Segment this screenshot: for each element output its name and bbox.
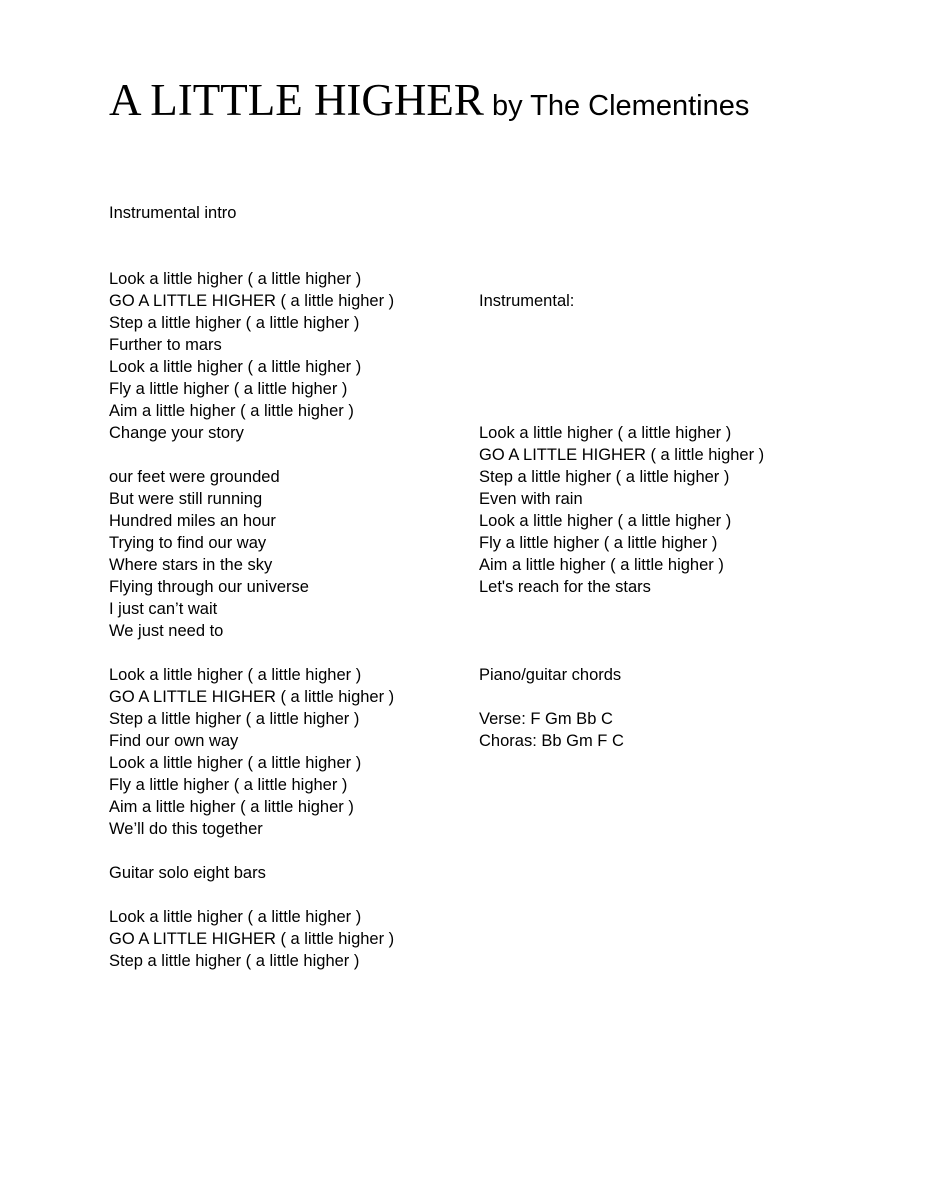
lyric-line [479,312,764,334]
lyric-line: Even with rain [479,490,583,508]
lyric-line: Instrumental intro [109,204,237,222]
lyric-line: Look a little higher ( a little higher ) [109,908,362,926]
lyric-line: Look a little higher ( a little higher ) [109,754,362,772]
lyric-line: Fly a little higher ( a little higher ) [109,380,348,398]
lyric-line: Look a little higher ( a little higher ) [479,512,732,530]
lyric-line: Verse: F Gm Bb C [479,710,613,728]
lyric-line [479,686,764,708]
lyrics-left-column [109,202,394,972]
lyric-line: Guitar solo eight bars [109,864,266,882]
lyric-line: Step a little higher ( a little higher ) [109,952,360,970]
lyric-line [479,642,764,664]
lyric-line [479,334,764,356]
lyric-line: We just need to [109,622,224,640]
lyric-line: Where stars in the sky [109,556,273,574]
lyric-line: Step a little higher ( a little higher ) [109,314,360,332]
lyric-line [109,246,394,268]
lyric-line: Piano/guitar chords [479,666,622,684]
lyric-line: I just can’t wait [109,600,218,618]
lyric-line: our feet were grounded [109,468,280,486]
lyric-line [479,400,764,422]
lyric-line [109,642,394,664]
lyric-line: But were still running [109,490,263,508]
song-title-main: A LITTLE HIGHER [109,75,484,125]
lyric-line: Fly a little higher ( a little higher ) [479,534,718,552]
lyric-line: Aim a little higher ( a little higher ) [109,798,354,816]
lyric-line: Instrumental: [479,292,575,310]
lyric-line: Choras: Bb Gm F C [479,732,624,750]
song-title [109,75,750,125]
lyric-line [479,378,764,400]
lyric-line [479,620,764,642]
lyric-line [479,598,764,620]
lyric-line: GO A LITTLE HIGHER ( a little higher ) [109,292,395,310]
lyric-line: Let's reach for the stars [479,578,651,596]
lyric-line: Flying through our universe [109,578,309,596]
lyric-line: Step a little higher ( a little higher ) [479,468,730,486]
lyrics-right-column [479,290,764,752]
lyric-line: GO A LITTLE HIGHER ( a little higher ) [109,930,395,948]
lyric-line [109,224,394,246]
lyric-line: Hundred miles an hour [109,512,276,530]
lyric-line: Fly a little higher ( a little higher ) [109,776,348,794]
song-byline: by The Clementines [483,90,750,122]
lyric-line: Find our own way [109,732,239,750]
lyric-line: Aim a little higher ( a little higher ) [479,556,724,574]
lyric-line: We’ll do this together [109,820,263,838]
lyric-line [109,884,394,906]
lyric-line: Look a little higher ( a little higher ) [479,424,732,442]
lyric-line: Change your story [109,424,244,442]
lyric-line: Aim a little higher ( a little higher ) [109,402,354,420]
lyric-line [109,444,394,466]
lyric-line: Look a little higher ( a little higher ) [109,270,362,288]
lyric-line: GO A LITTLE HIGHER ( a little higher ) [109,688,395,706]
lyric-line [109,840,394,862]
lyric-line: Trying to find our way [109,534,267,552]
lyric-line: Further to mars [109,336,222,354]
lyric-line: GO A LITTLE HIGHER ( a little higher ) [479,446,765,464]
lyric-line: Look a little higher ( a little higher ) [109,358,362,376]
lyric-line: Step a little higher ( a little higher ) [109,710,360,728]
lyric-line [479,356,764,378]
lyric-line: Look a little higher ( a little higher ) [109,666,362,684]
